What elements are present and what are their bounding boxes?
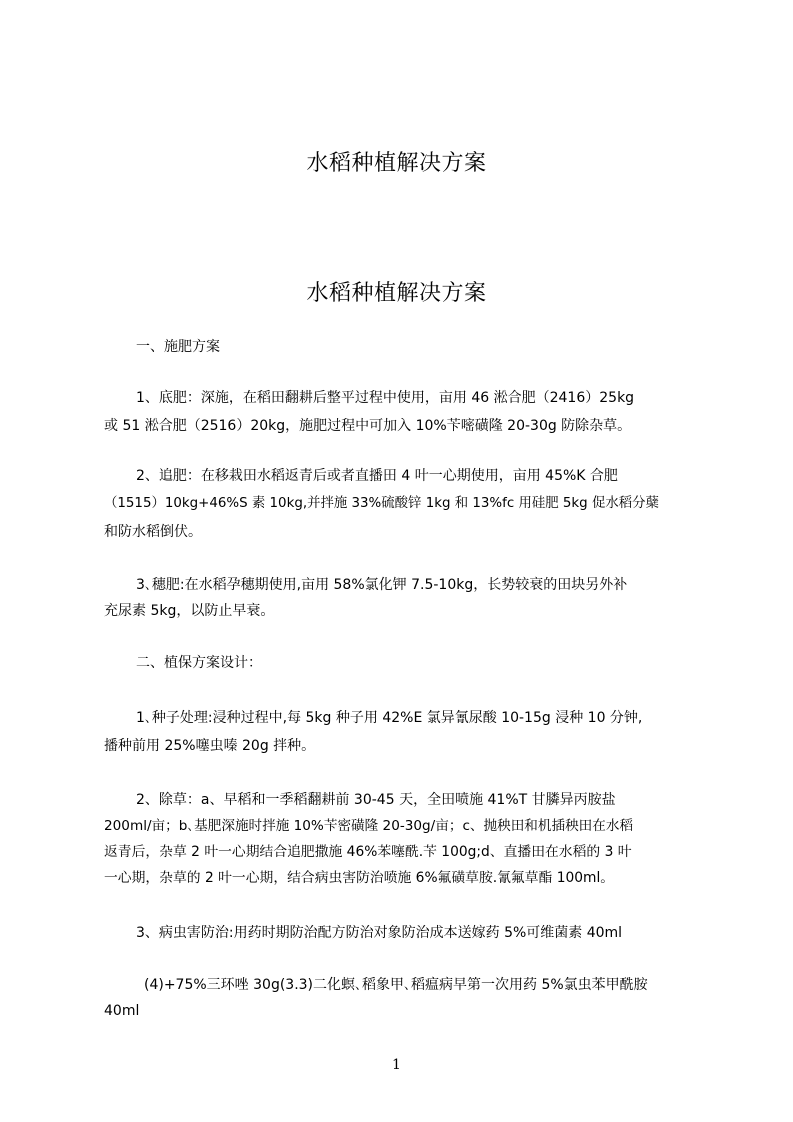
paragraph-line: (4)+75%三环唑 30g(3.3)二化螟､稻象甲､稻瘟病早第一次用药 5%氯虫苯甲酰胺 — [144, 977, 648, 993]
paragraph-line: 3､穗肥:在水稻孕穗期使用,亩用 58%氯化钾 7.5-10kg，长势较衰的田块另外补 — [136, 577, 628, 593]
page-number: 1 — [392, 1057, 401, 1073]
paragraph-line: 1、底肥：深施，在稻田翻耕后整平过程中使用，亩用 46 淞合肥（2416）25kg — [136, 390, 635, 406]
paragraph-line: 3、病虫害防治:用药时期防治配方防治对象防治成本送嫁药 5%可维菌素 40ml — [136, 925, 623, 941]
section-heading-fertilization: 一、施肥方案 — [136, 339, 220, 355]
paragraph-line: 播种前用 25%噻虫嗪 20g 拌种。 — [104, 738, 316, 754]
paragraph-line: 或 51 淞合肥（2516）20kg，施肥过程中可加入 10%苄嘧磺隆 20-30g 防除杂草。 — [104, 418, 632, 434]
paragraph-line: （1515）10kg+46%S 素 10kg,并拌施 33%硫酸锌 1kg 和 13%fc 用硅肥 5kg 促水稻分蘖 — [104, 496, 659, 511]
paragraph-line: 一心期，杂草的 2 叶一心期，结合病虫害防治喷施 6%氟磺草胺.氰氟草酯 100ml。 — [104, 870, 615, 886]
paragraph-line: 200ml/亩；b､基肥深施时拌施 10%苄密磺隆 20-30g/亩；c、抛秧田和机插秧田在水稻 — [104, 818, 634, 834]
cover-title: 水稻种植解决方案 — [306, 151, 487, 176]
paragraph-line: 充尿素 5kg，以防止早衰。 — [104, 603, 275, 619]
paragraph-line: 2、除草：a、早稻和一季稻翻耕前 30-45 天，全田喷施 41%T 甘膦异丙胺盐 — [136, 792, 616, 808]
paragraph-line: 返青后，杂草 2 叶一心期结合追肥撒施 46%苯噻酰.苄 100g;d、直播田在水稻的 3 叶 — [104, 844, 632, 860]
section-heading-plant-protection: 二、植保方案设计： — [136, 655, 262, 671]
paragraph-line: 和防水稻倒伏。 — [104, 524, 202, 540]
main-title: 水稻种植解决方案 — [306, 281, 487, 306]
paragraph-line: 1､种子处理:浸种过程中,每 5kg 种子用 42%E 氯异氰尿酸 10-15g 浸种 10 分钟, — [136, 710, 643, 726]
paragraph-line: 40ml — [104, 1003, 140, 1019]
paragraph-line: 2、追肥：在移栽田水稻返青后或者直播田 4 叶一心期使用，亩用 45%K 合肥 — [136, 468, 618, 484]
